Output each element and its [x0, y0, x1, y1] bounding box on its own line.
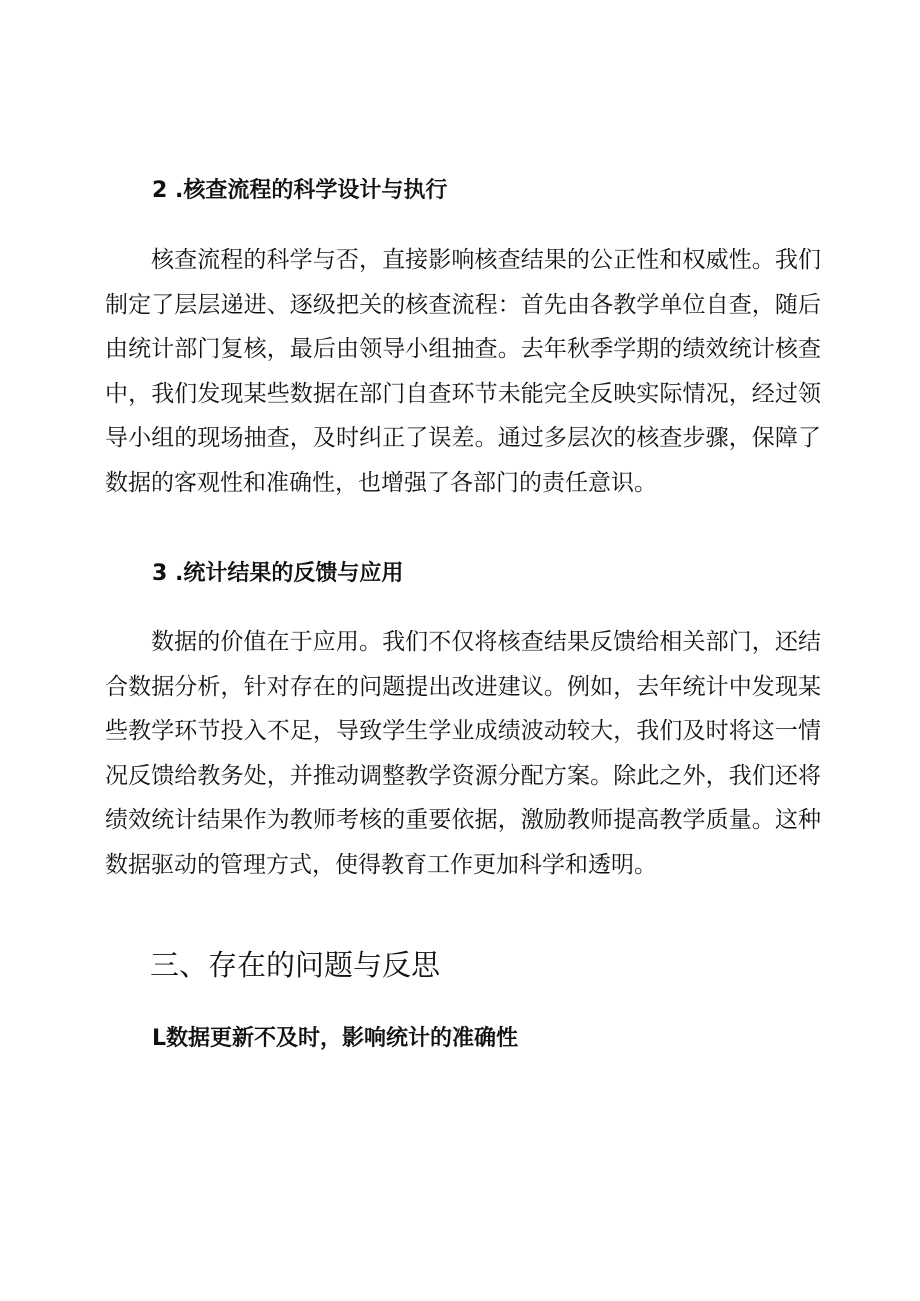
section-3-heading: 3 .统计结果的反馈与应用: [152, 561, 404, 586]
section-2-heading: 2 .核查流程的科学设计与执行: [152, 178, 448, 203]
part-3-subheading-1: L数据更新不及时，影响统计的准确性: [152, 1026, 519, 1051]
section-3-paragraph: 数据的价值在于应用。我们不仅将核查结果反馈给相关部门，还结合数据分析，针对存在的问题提出改进建议。例如，去年统计中发现某些教学环节投入不足，导致学生学业成绩波动较大，我们及时将这一情况反馈给教务处，并推动调整教学资源分配方案。除此之外，我们还将绩效统计结果作为教师考核的重要依据，激励教师提高教学质量。这种数据驱动的管理方式，使得教育工作更加科学和透明。: [105, 629, 821, 878]
section-2-paragraph: 核查流程的科学与否，直接影响核查结果的公正性和权威性。我们制定了层层递进、逐级把关的核查流程：首先由各教学单位自查，随后由统计部门复核，最后由领导小组抽查。去年秋季学期的绩效统计核查中，我们发现某些数据在部门自查环节未能完全反映实际情况，经过领导小组的现场抽查，及时纠正了误差。通过多层次的核查步骤，保障了数据的客观性和准确性，也增强了各部门的责任意识。: [105, 247, 821, 496]
part-3-heading: 三、存在的问题与反思: [150, 948, 441, 982]
